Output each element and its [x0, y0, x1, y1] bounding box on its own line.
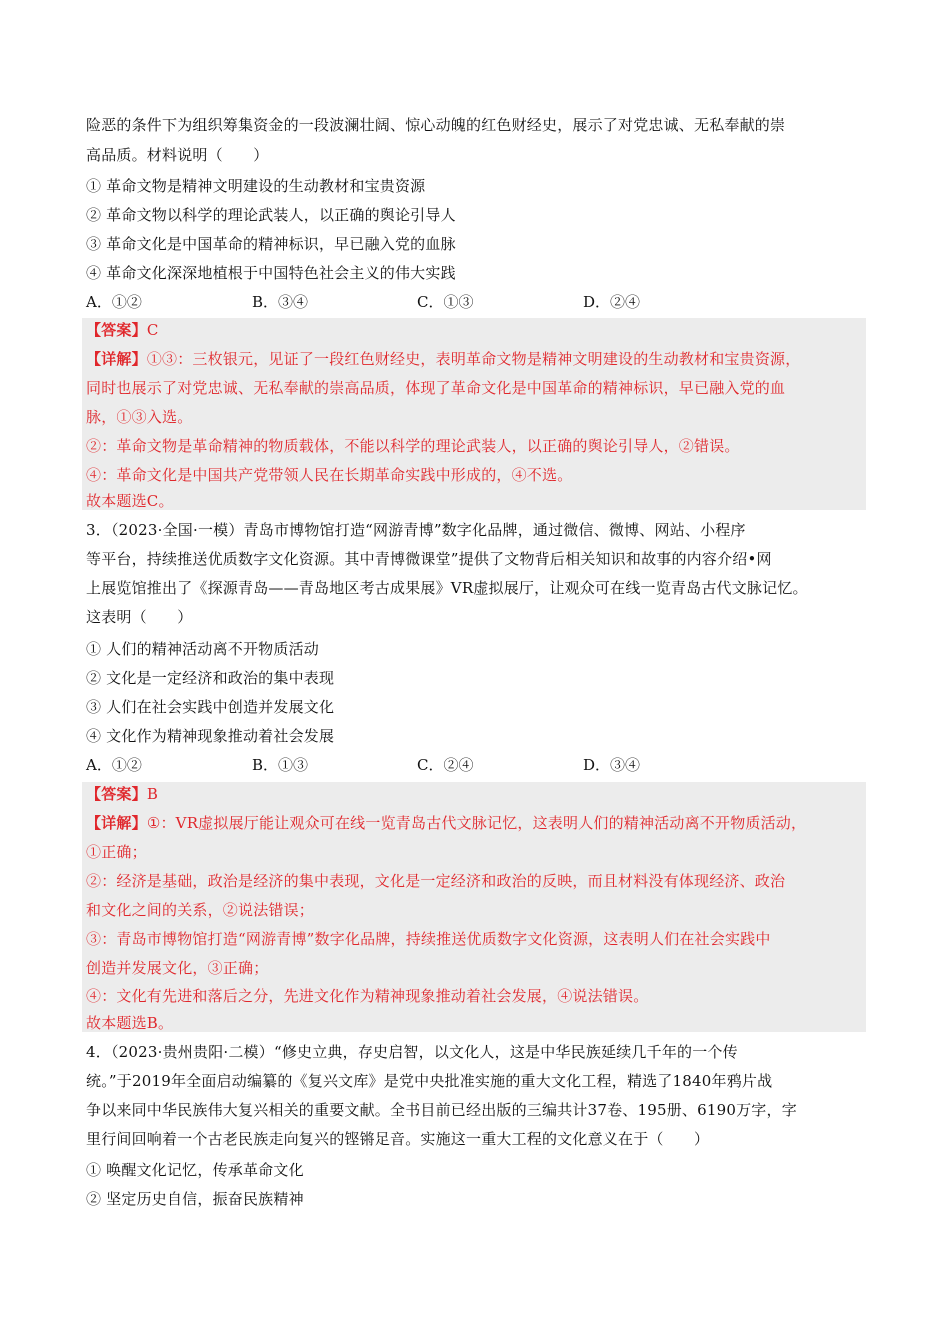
- q2-statement: ② 革命文物以科学的理论武装人，以正确的舆论引导人: [86, 206, 456, 224]
- q2-statement: ① 革命文物是精神文明建设的生动教材和宝贵资源: [86, 177, 426, 195]
- q4-statement: ① 唤醒文化记忆，传承革命文化: [86, 1161, 304, 1179]
- q2-statement: ③ 革命文化是中国革命的精神标识，早已融入党的血脉: [86, 235, 456, 253]
- q3-option-b: B．①③: [252, 756, 309, 774]
- q2-option-b: B．③④: [252, 293, 309, 311]
- q3-detail-line: 创造并发展文化，③正确；: [86, 959, 269, 977]
- q2-detail-line: 脉，①③入选。: [86, 408, 193, 426]
- q4-stem-line: 统。”于2019年全面启动编纂的《复兴文库》是党中央批准实施的重大文化工程，精选了1840年鸦片战: [86, 1072, 773, 1090]
- q3-detail-line: ④：文化有先进和落后之分，先进文化作为精神现象推动着社会发展，④说法错误。: [86, 987, 649, 1005]
- q3-stem-line: 等平台，持续推送优质数字文化资源。其中青博微课堂”提供了文物背后相关知识和故事的内容介绍•网: [86, 550, 772, 568]
- q2-statement: ④ 革命文化深深地植根于中国特色社会主义的伟大实践: [86, 264, 456, 282]
- q3-statement: ③ 人们在社会实践中创造并发展文化: [86, 698, 335, 716]
- q3-answer: [86, 784, 158, 804]
- q3-statement: ② 文化是一定经济和政治的集中表现: [86, 669, 335, 687]
- q3-detail-line: ①正确；: [86, 843, 147, 861]
- q2-answer: [86, 320, 159, 340]
- q2-detail-line: 同时也展示了对党忠诚、无私奉献的崇高品质，体现了革命文化是中国革命的精神标识，早已融入党的血: [86, 379, 786, 397]
- detail-label: 【详解】: [86, 350, 147, 368]
- q2-detail-line: 【详解】①③：三枚银元，见证了一段红色财经史，表明革命文物是精神文明建设的生动教材和宝贵资源，: [86, 350, 801, 368]
- q3-statement: ④ 文化作为精神现象推动着社会发展: [86, 727, 335, 745]
- q4-stem-line: 4．（2023·贵州贵阳·二模）“修史立典，存史启智，以文化人，这是中华民族延续几千年的一个传: [86, 1043, 738, 1061]
- q3-detail-line: ②：经济是基础，政治是经济的集中表现，文化是一定经济和政治的反映，而且材料没有体现经济、政治: [86, 872, 786, 890]
- detail-label: 【详解】: [86, 814, 147, 832]
- q4-stem-line: 里行间回响着一个古老民族走向复兴的铿锵足音。实施这一重大工程的文化意义在于（ ）: [86, 1130, 710, 1148]
- q2-detail-line: ④：革命文化是中国共产党带领人民在长期革命实践中形成的，④不选。: [86, 466, 573, 484]
- q3-stem-line: 这表明（ ）: [86, 608, 193, 626]
- answer-label: 【答案】: [86, 785, 147, 803]
- q3-detail-line: 故本题选B。: [86, 1014, 174, 1032]
- q2-stem-line: 险恶的条件下为组织筹集资金的一段波澜壮阔、惊心动魄的红色财经史，展示了对党忠诚、无私奉献的崇: [86, 116, 786, 134]
- q3-stem-line: 3．（2023·全国·一模）青岛市博物馆打造“网游青博”数字化品牌，通过微信、微博、网站、小程序: [86, 521, 746, 539]
- q3-statement: ① 人们的精神活动离不开物质活动: [86, 640, 319, 658]
- q3-detail-line: 和文化之间的关系，②说法错误；: [86, 901, 315, 919]
- answer-value: C: [146, 321, 159, 339]
- q4-statement: ② 坚定历史自信，振奋民族精神: [86, 1190, 304, 1208]
- q2-option-d: D．②④: [583, 293, 641, 311]
- q2-option-c: C．①③: [417, 293, 474, 311]
- q2-detail-line: 故本题选C。: [86, 492, 174, 510]
- q2-detail-line: ②：革命文物是革命精神的物质载体，不能以科学的理论武装人，以正确的舆论引导人，②错误。: [86, 437, 740, 455]
- q2-stem-line: 高品质。材料说明（ ）: [86, 146, 269, 164]
- q4-stem-line: 争以来同中华民族伟大复兴相关的重要文献。全书目前已经出版的三编共计37卷、195册、6190万字，字: [86, 1101, 797, 1119]
- q3-detail-line: ③：青岛市博物馆打造“网游青博”数字化品牌，持续推送优质数字文化资源，这表明人们在社会实践中: [86, 930, 771, 948]
- q3-option-c: C．②④: [417, 756, 474, 774]
- answer-label: 【答案】: [86, 321, 147, 339]
- q2-option-a: A．①②: [86, 293, 142, 311]
- q3-stem-line: 上展览馆推出了《探源青岛——青岛地区考古成果展》VR虚拟展厅，让观众可在线一览青岛古代文脉记忆。: [86, 579, 808, 597]
- q3-option-d: D．③④: [583, 756, 641, 774]
- q3-detail-line: 【详解】①：VR虚拟展厅能让观众可在线一览青岛古代文脉记忆，这表明人们的精神活动离不开物质活动，: [86, 814, 807, 832]
- answer-value: B: [146, 785, 159, 803]
- q3-option-a: A．①②: [86, 756, 142, 774]
